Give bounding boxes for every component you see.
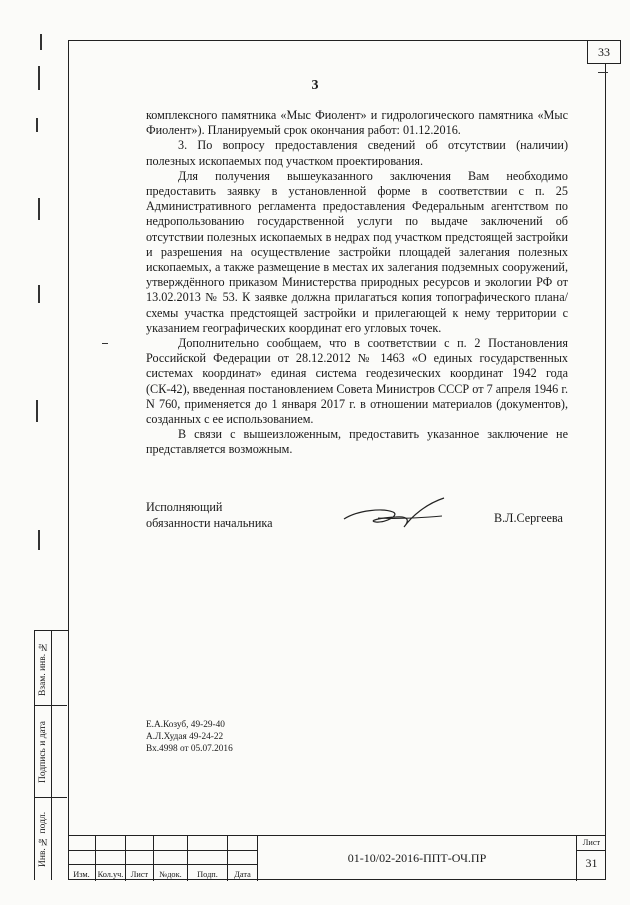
sheet-value: 31 (585, 856, 598, 870)
incoming-reference: Вх.4998 от 05.07.2016 (146, 743, 233, 754)
col-kol-uch: Кол.уч. (97, 870, 124, 879)
signatory-title-line1: Исполняющий (146, 500, 223, 514)
col-izm: Изм. (73, 870, 90, 879)
handwritten-signature (338, 494, 448, 534)
document-code: 01-10/02-2016-ППТ-ОЧ.ПР (347, 851, 487, 865)
title-block (68, 835, 606, 880)
letter-body (146, 108, 568, 458)
label-inv-no: Взам. инв. № (38, 641, 48, 696)
scan-mark (38, 66, 40, 90)
scan-mark (36, 400, 38, 422)
paragraph-3: Для получения вышеуказанного заключения Вам необходимо предоставить заявку в установленной форме в соответствии с п. 25 Административного регламента предоставления Федеральным агентством по недропользованию государственной услуги по выдаче заключений об отсутствии полезных ископаемых в недрах под участком предстоящей застройки и разрешения на осуществление застройки площадей залегания полезных ископаемых, а также размещение в местах их залегания подземных сооружений, утверждённого приказом Министерства природных ресурсов и экологии РФ от 13.02.2013 № 53. К заявке должна прилагаться копия топографического плана/схемы участка предстоящей застройки и прилегающей к нему территории с указанием географических координат его угловых точек. (146, 168, 568, 335)
page-number: 3 (311, 78, 319, 93)
scan-mark (38, 530, 40, 550)
col-data: Дата (234, 870, 251, 879)
scan-mark (102, 343, 108, 344)
sheet-number: 33 (598, 45, 610, 59)
scan-mark (598, 72, 608, 73)
sheet-box (576, 836, 606, 881)
col-ndok: №док. (159, 870, 182, 879)
col-podp: Подп. (197, 870, 218, 879)
paragraph-5: В связи с вышеизложенным, предоставить указанное заключение не представляется возможным. (146, 427, 568, 457)
sheet-label: Лист (582, 838, 601, 847)
label-inv-podl: Инв. № подл. (38, 811, 48, 868)
sheet-number-box (587, 40, 621, 64)
signatory-name: В.Л.Сергеева (494, 511, 563, 525)
signatory-title (146, 500, 273, 531)
scan-mark (40, 34, 42, 50)
col-list: Лист (130, 870, 149, 879)
signatory-title-line2: обязанности начальника (146, 515, 273, 530)
paragraph-2: 3. По вопросу предоставления сведений об отсутствии (наличии) полезных ископаемых под участком проектирования. (146, 138, 568, 168)
scan-mark (38, 198, 40, 220)
paragraph-1: комплексного памятника «Мыс Фиолент» и гидрологического памятника «Мыс Фиолент»). Планируемый срок окончания работ: 01.12.2016. (146, 108, 568, 138)
contact-line-2: А.Л.Худая 49-24-22 (146, 731, 224, 742)
paragraph-4: Дополнительно сообщаем, что в соответствии с п. 2 Постановления Российской Федерации от 28.12.2012 № 1463 «О единых государственных системах координат» единая система геодезических координат 1942 года (СК-42), введенная постановлением Совета Министров СССР от 7 апреля 1946 г. N 760, применяется до 1 января 2017 г. в отношении материалов (документов), созданных с ее использованием. (146, 336, 568, 427)
label-sign-date: Подпись и дата (38, 721, 48, 784)
side-approval-strip (34, 630, 68, 880)
scan-mark (36, 118, 38, 132)
executor-contacts (146, 720, 233, 755)
contact-line-1: Е.А.Козуб, 49-29-40 (146, 720, 225, 730)
scan-mark (38, 285, 40, 303)
